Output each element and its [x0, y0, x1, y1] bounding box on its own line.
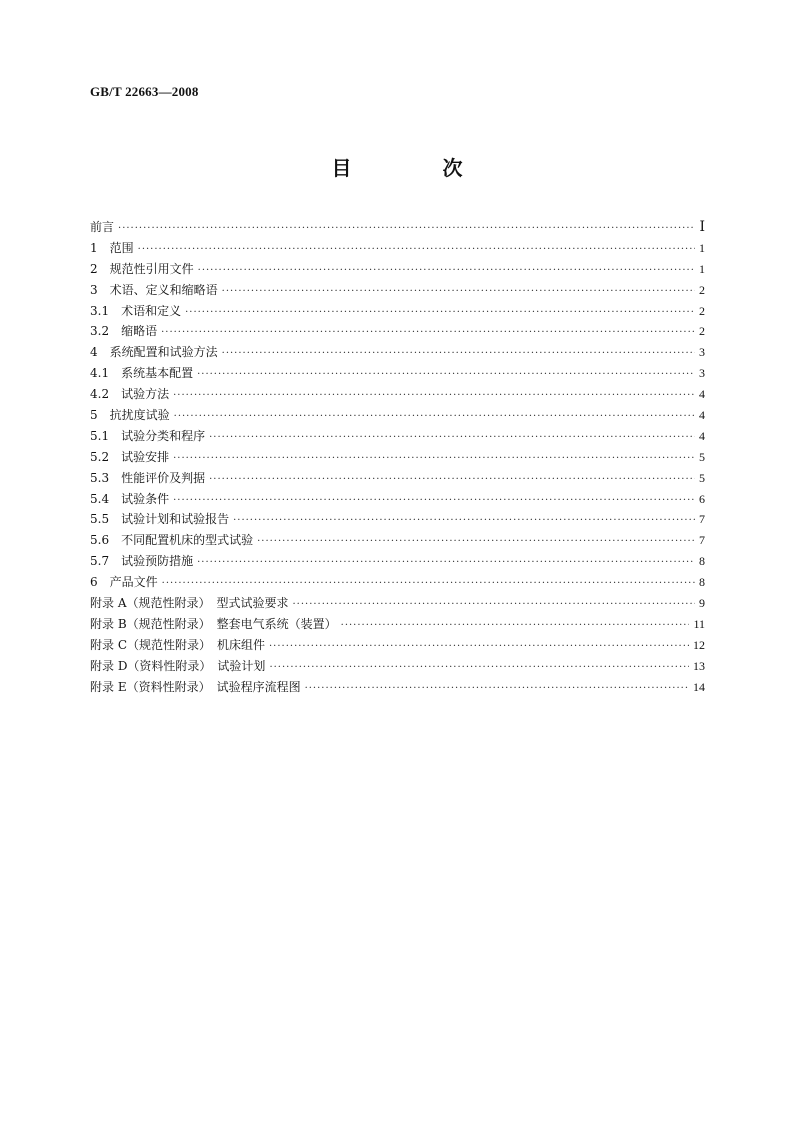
- toc-leader-dots: [173, 491, 695, 512]
- toc-entry-page: 12: [693, 637, 705, 652]
- toc-leader-dots: [198, 261, 695, 282]
- toc-entry[interactable]: [90, 530, 705, 551]
- toc-entry-page: 7: [699, 512, 705, 527]
- toc-leader-dots: [174, 407, 695, 428]
- toc-leader-dots: [292, 595, 695, 616]
- toc-entry-label: 4 系统配置和试验方法: [90, 345, 218, 360]
- toc-entry[interactable]: [90, 551, 705, 572]
- toc-entry-page: 4: [699, 408, 705, 423]
- toc-leader-dots: [209, 470, 695, 491]
- toc-leader-dots: [209, 428, 695, 449]
- toc-entry-page: 7: [699, 533, 705, 548]
- toc-entry-page: 13: [693, 658, 705, 673]
- toc-entry-page: 8: [699, 575, 705, 590]
- toc-entry-label: 前言: [90, 220, 115, 234]
- toc-entry-page: 5: [699, 470, 705, 485]
- toc-entry-page: 8: [699, 554, 705, 569]
- toc-entry[interactable]: [90, 217, 705, 238]
- toc-entry[interactable]: [90, 280, 705, 301]
- toc-leader-dots: [185, 303, 695, 324]
- toc-entry-label: 5 抗扰度试验: [90, 408, 170, 423]
- toc-entry-label: 5.3 性能评价及判据: [90, 470, 206, 485]
- toc-leader-dots: [257, 532, 695, 553]
- toc-leader-dots: [162, 574, 695, 595]
- page-title: 目 次: [331, 156, 505, 180]
- toc-leader-dots: [161, 323, 695, 344]
- toc-entry-label: 6 产品文件: [90, 575, 158, 590]
- toc-entry-label: 5.7 试验预防措施: [90, 554, 194, 569]
- toc-leader-dots: [222, 282, 695, 303]
- toc-leader-dots: [138, 240, 695, 261]
- toc-leader-dots: [222, 344, 695, 365]
- toc-entry-label: 附录 D（资料性附录） 试验计划: [90, 658, 266, 673]
- toc-leader-dots: [197, 553, 695, 574]
- toc-entry[interactable]: [90, 572, 705, 593]
- toc-entry[interactable]: [90, 363, 705, 384]
- toc-entry[interactable]: [90, 447, 705, 468]
- toc-entry-label: 5.1 试验分类和程序: [90, 428, 206, 443]
- toc-entry[interactable]: [90, 593, 705, 614]
- toc-entry-label: 5.4 试验条件: [90, 491, 170, 506]
- toc-entry[interactable]: [90, 468, 705, 489]
- toc-entry[interactable]: [90, 238, 705, 259]
- toc-entry[interactable]: [90, 677, 705, 698]
- toc-entry[interactable]: [90, 321, 705, 342]
- toc-entry-label: 4.2 试验方法: [90, 387, 170, 402]
- toc-entry[interactable]: [90, 489, 705, 510]
- toc-entry[interactable]: [90, 635, 705, 656]
- toc-entry[interactable]: [90, 301, 705, 322]
- toc-entry-label: 附录 C（规范性附录） 机床组件: [90, 637, 265, 652]
- toc-entry[interactable]: [90, 509, 705, 530]
- toc-leader-dots: [269, 637, 689, 658]
- toc-leader-dots: [341, 616, 690, 637]
- toc-entry-label: 3.1 术语和定义: [90, 303, 182, 318]
- toc-entry-label: 附录 E（资料性附录） 试验程序流程图: [90, 679, 301, 694]
- toc-leader-dots: [173, 449, 695, 470]
- toc-entry-label: 1 范围: [90, 240, 134, 255]
- toc-entry-page: 1: [699, 240, 705, 255]
- toc-entry[interactable]: [90, 426, 705, 447]
- toc-entry-label: 3 术语、定义和缩略语: [90, 282, 218, 297]
- toc-entry-page: 14: [693, 679, 705, 694]
- toc-entry-label: 5.5 试验计划和试验报告: [90, 512, 230, 527]
- toc-entry[interactable]: [90, 342, 705, 363]
- toc-entry-page: 9: [699, 596, 705, 611]
- toc-leader-dots: [118, 219, 695, 240]
- toc-leader-dots: [233, 511, 695, 532]
- toc-entry-page: 4: [699, 387, 705, 402]
- toc-entry-label: 附录 B（规范性附录） 整套电气系统（装置）: [90, 616, 337, 631]
- toc-entry-page: 3: [699, 345, 705, 360]
- toc-entry-page: 3: [699, 366, 705, 381]
- toc-entry-label: 5.6 不同配置机床的型式试验: [90, 533, 254, 548]
- table-of-contents: [90, 217, 705, 697]
- toc-entry-page: 2: [699, 303, 705, 318]
- toc-entry[interactable]: [90, 656, 705, 677]
- toc-entry-label: 5.2 试验安排: [90, 449, 170, 464]
- toc-entry[interactable]: [90, 384, 705, 405]
- toc-entry-page: 11: [693, 616, 705, 631]
- toc-entry[interactable]: [90, 614, 705, 635]
- toc-entry-label: 3.2 缩略语: [90, 324, 158, 339]
- toc-leader-dots: [305, 679, 689, 700]
- toc-entry-page: 2: [699, 324, 705, 339]
- toc-entry-page: 4: [699, 428, 705, 443]
- toc-entry-page: 2: [699, 282, 705, 297]
- toc-leader-dots: [173, 386, 695, 407]
- toc-entry-page: 1: [699, 261, 705, 276]
- toc-entry-label: 附录 A（规范性附录） 型式试验要求: [90, 596, 289, 611]
- toc-entry-page: 6: [699, 491, 705, 506]
- toc-entry[interactable]: [90, 259, 705, 280]
- toc-entry-page: Ⅰ: [699, 220, 705, 235]
- toc-entry-page: 5: [699, 449, 705, 464]
- toc-leader-dots: [269, 658, 689, 679]
- toc-entry[interactable]: [90, 405, 705, 426]
- toc-leader-dots: [197, 365, 695, 386]
- toc-entry-label: 4.1 系统基本配置: [90, 366, 194, 381]
- toc-entry-label: 2 规范性引用文件: [90, 261, 194, 276]
- standard-number: GB/T 22663—2008: [90, 84, 199, 99]
